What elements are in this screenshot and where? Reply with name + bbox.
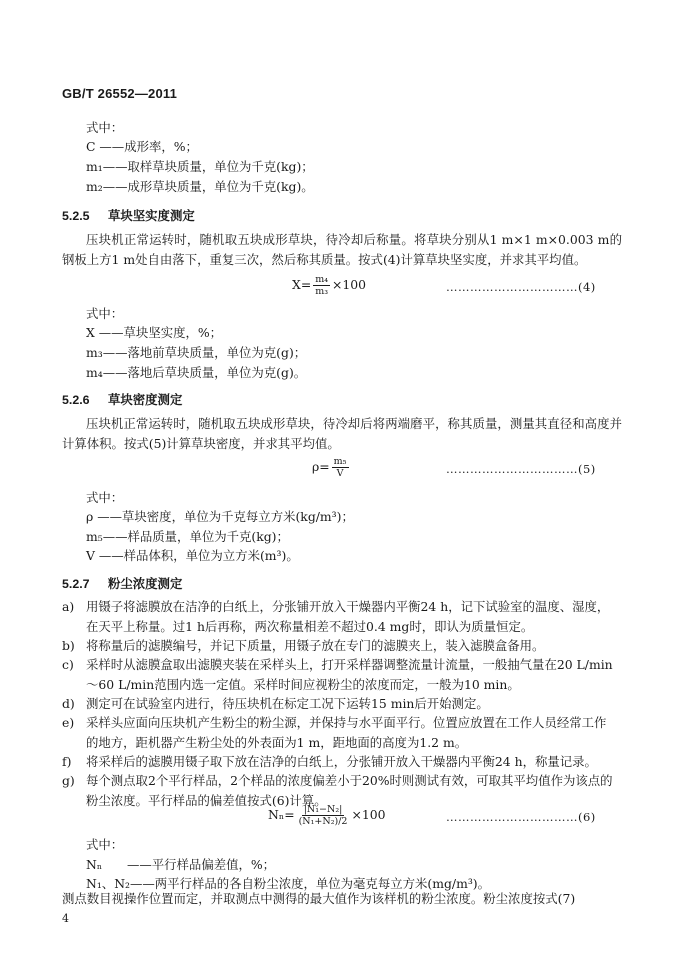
list-item xyxy=(62,694,616,714)
list-text: 将称量后的滤膜编号，并记下质量，用镊子放在专门的滤膜夹上，装入滤膜盒备用。 xyxy=(86,638,545,653)
where-label: 式中： xyxy=(86,306,124,321)
list-item xyxy=(62,713,616,752)
definition-line: N₁、N₂——两平行样品的各自粉尘浓度，单位为毫克每立方米(mg/m³)。 xyxy=(86,876,491,891)
section-heading-5-2-6 xyxy=(62,390,182,408)
definition-line: m₄——落地后草块质量，单位为克(g)。 xyxy=(86,365,307,380)
list-text: 将采样后的滤膜用镊子取下放在洁净的白纸上，分张铺开放入干燥器内平衡24 h，称量记录。 xyxy=(86,754,597,769)
list-label: a) xyxy=(62,599,75,614)
definition-line: C ——成形率，%； xyxy=(86,139,198,154)
definition-line: V ——样品体积，单位为立方米(m³)。 xyxy=(86,548,299,563)
formula-lhs: Nₙ= xyxy=(268,807,295,822)
where-label: 式中： xyxy=(86,490,124,505)
list-label: f) xyxy=(62,754,72,769)
fraction xyxy=(313,274,330,297)
paragraph: 压块机正常运转时，随机取五块成形草块，待冷却后将两端磨平，称其质量，测量其直径和高度并计算体积。按式(5)计算草块密度，并求其平均值。 xyxy=(62,416,622,451)
paragraph: 测点数目视操作位置而定，并取测点中测得的最大值作为该样机的粉尘浓度。粉尘浓度按式(7) xyxy=(62,891,576,906)
section-title: 草块坚实度测定 xyxy=(108,209,195,223)
where-label: 式中： xyxy=(86,120,124,135)
denominator: V xyxy=(336,468,344,479)
section-number: 5.2.5 xyxy=(62,209,90,223)
paragraph: 压块机正常运转时，随机取五块成形草块，待冷却后称量。将草块分别从1 m×1 m×0.003 m的钢板上方1 m处自由落下，重复三次，然后称其质量。按式(4)计算草块坚实度，并求其平均值。 xyxy=(62,232,622,267)
list-label: g) xyxy=(62,773,75,788)
formula-5 xyxy=(312,456,351,479)
formula-lhs: X= xyxy=(292,277,312,292)
list-item xyxy=(62,752,616,772)
definition-line: ρ ——草块密度，单位为千克每立方米(kg/m³)； xyxy=(86,509,354,524)
denominator: m₃ xyxy=(315,286,329,297)
definition-line: m₂——成形草块质量，单位为千克(kg)。 xyxy=(86,179,314,194)
equation-number: ……………………………(6) xyxy=(446,810,596,824)
list-label: d) xyxy=(62,696,75,711)
formula-6 xyxy=(268,804,386,827)
list-item xyxy=(62,655,616,694)
list-label: c) xyxy=(62,657,74,672)
numerator: |N₁−N₂| xyxy=(303,804,343,815)
list-label: b) xyxy=(62,638,75,653)
list-item xyxy=(62,597,616,636)
section-heading-5-2-5 xyxy=(62,206,195,224)
fraction xyxy=(297,804,350,827)
fraction xyxy=(332,456,349,479)
definition-line: Nₙ ——平行样品偏差值，%； xyxy=(86,857,276,872)
section-heading-5-2-7 xyxy=(62,574,182,592)
list-text: 采样头应面向压块机产生粉尘的粉尘源，并保持与水平面平行。位置应放置在工作人员经常工作的地方，距机器产生粉尘处的外表面为1 m，距地面的高度为1.2 m。 xyxy=(86,715,607,750)
formula-tail: ×100 xyxy=(351,807,386,822)
list-text: 用镊子将滤膜放在洁净的白纸上，分张铺开放入干燥器内平衡24 h，记下试验室的温度、湿度，在天平上称量。过1 h后再称，两次称量相差不超过0.4 mg时，即认为质量恒定。 xyxy=(86,599,610,634)
definition-line: m₃——落地前草块质量，单位为克(g)； xyxy=(86,345,307,360)
equation-number: ……………………………(5) xyxy=(446,462,596,476)
definition-line: X ——草块坚实度，%； xyxy=(86,325,223,340)
section-title: 粉尘浓度测定 xyxy=(108,577,183,591)
section-number: 5.2.7 xyxy=(62,577,90,591)
denominator: (N₁+N₂)/2 xyxy=(298,816,348,827)
section-title: 草块密度测定 xyxy=(108,393,183,407)
numerator: m₅ xyxy=(333,456,347,467)
list-text: 采样时从滤膜盒取出滤膜夹装在采样头上，打开采样器调整流量计流量，一般抽气量在20 L/min～60 L/min范围内选一定值。采样时间应视粉尘的浓度而定，一般为10 min。 xyxy=(86,657,613,692)
formula-4 xyxy=(292,274,366,297)
formula-tail: ×100 xyxy=(332,277,367,292)
equation-number: ……………………………(4) xyxy=(446,280,596,294)
list-text: 测定可在试验室内进行，待压块机在标定工况下运转15 min后开始测定。 xyxy=(86,696,489,711)
definition-line: m₅——样品质量，单位为千克(kg)； xyxy=(86,529,289,544)
formula-lhs: ρ= xyxy=(312,459,330,474)
page-number: 4 xyxy=(62,912,69,925)
definition-line: m₁——取样草块质量，单位为千克(kg)； xyxy=(86,159,314,174)
section-number: 5.2.6 xyxy=(62,393,90,407)
list-label: e) xyxy=(62,715,75,730)
list-item xyxy=(62,636,616,656)
numerator: m₄ xyxy=(315,274,329,285)
where-label: 式中： xyxy=(86,837,124,852)
list-text: 每个测点取2个平行样品，2个样品的浓度偏差小于20%时则测试有效，可取其平均值作为该点的粉尘浓度。平行样品的偏差值按式(6)计算。 xyxy=(86,773,613,808)
standard-header: GB/T 26552—2011 xyxy=(62,86,178,101)
